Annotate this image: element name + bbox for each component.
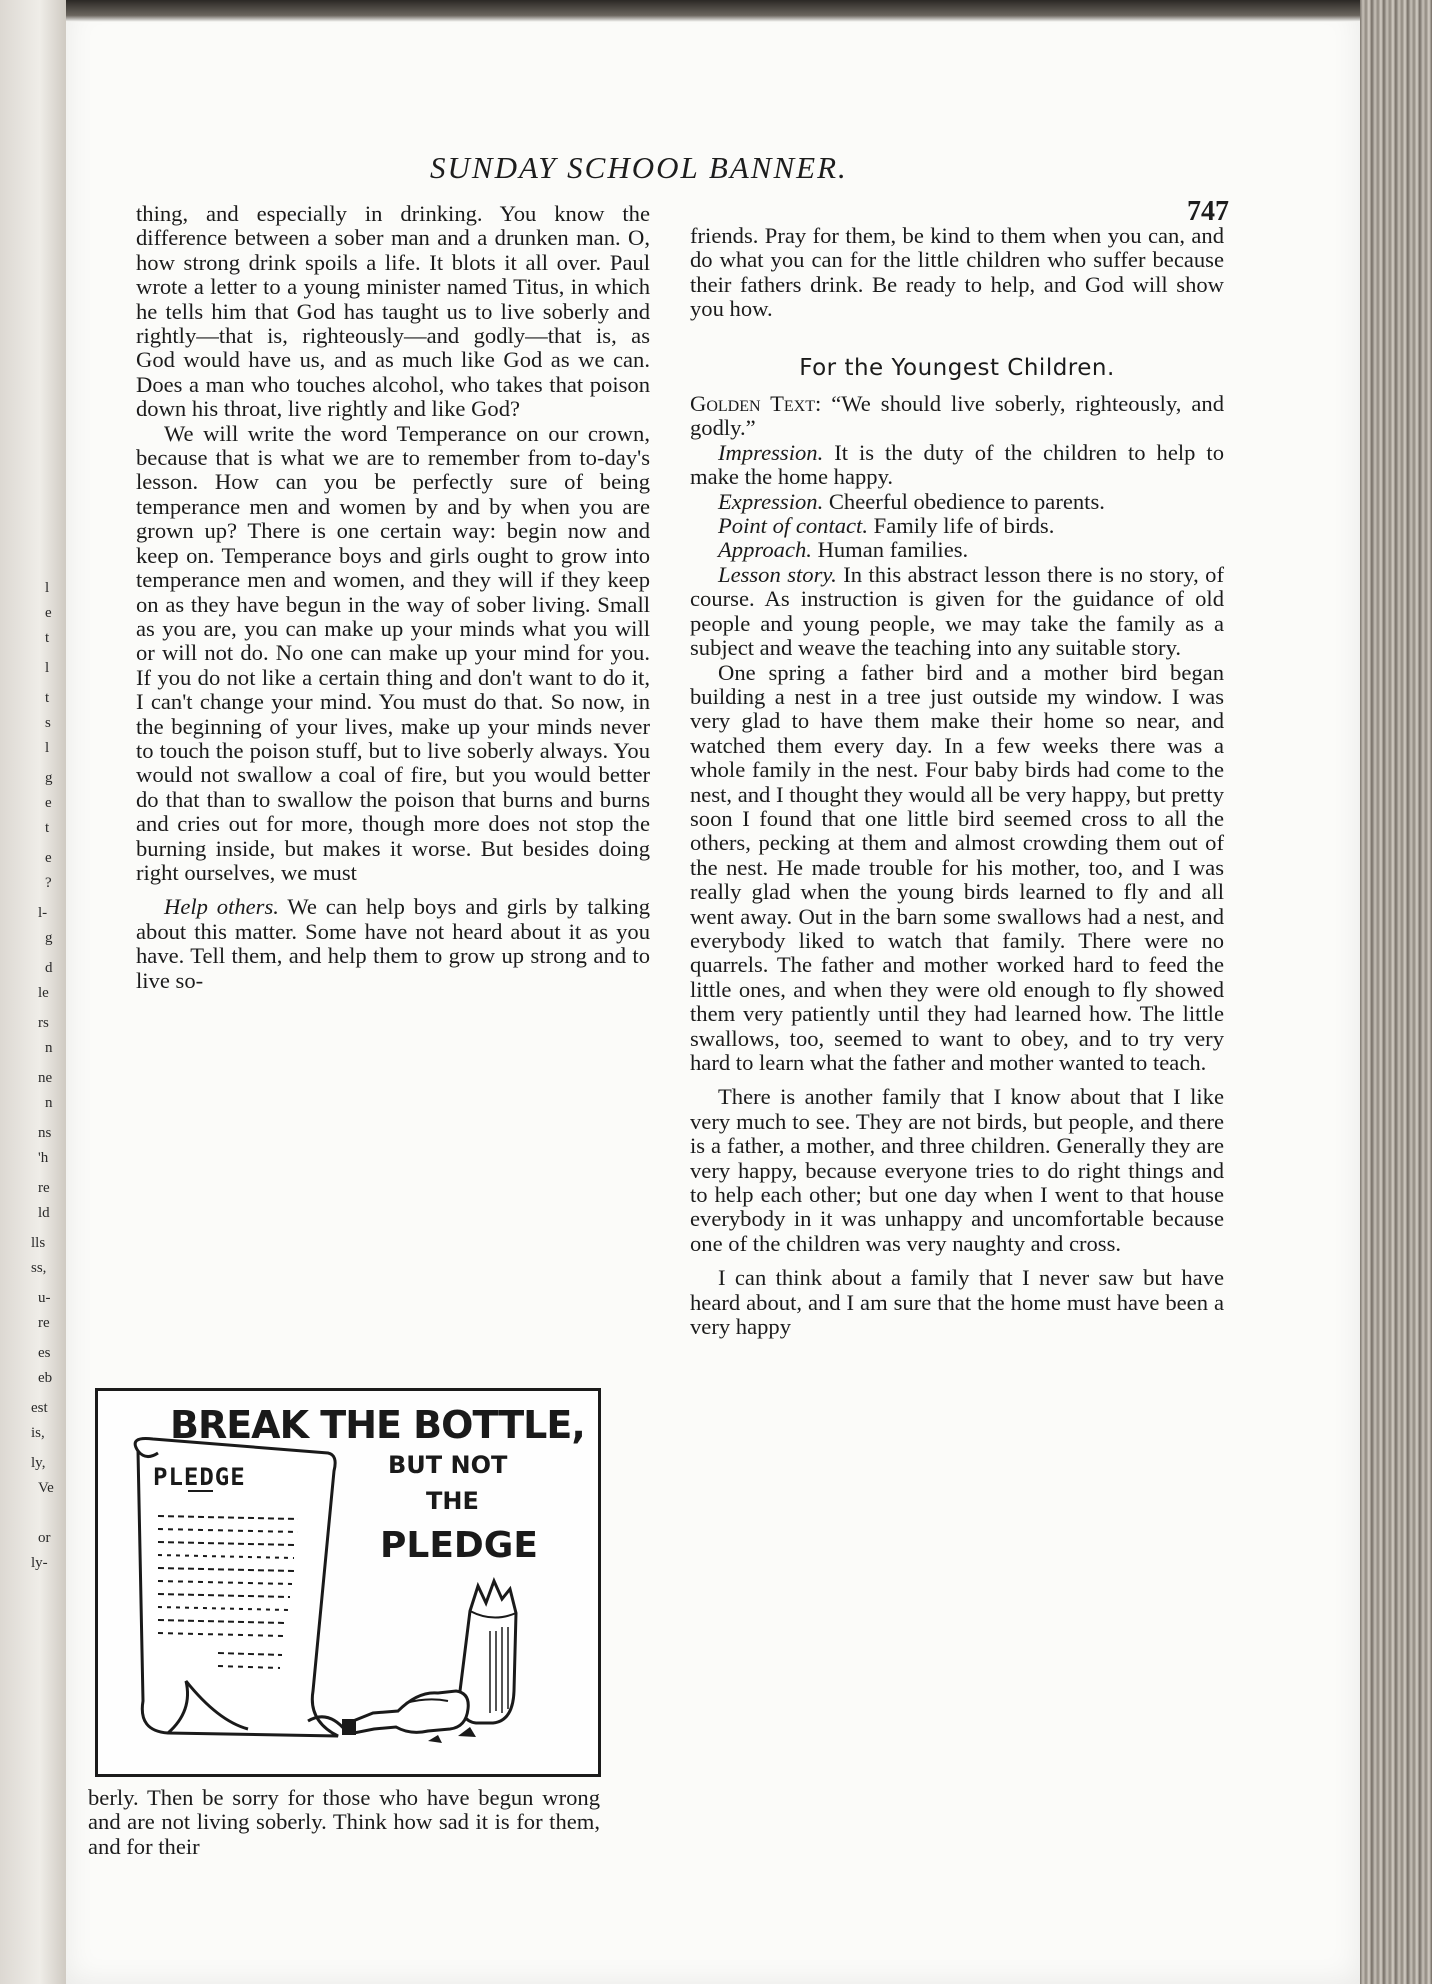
facing-page-fragment: or bbox=[38, 1530, 51, 1546]
paragraph: There is another family that I know about that I like very much to see. They are not birds, but people, and there is a father, a mother, and three children. Generally they are very happy, because everyone tries to do right things and to help each other; but one day when I went to that house everybody in it was unhappy and uncomfortable because one of the children was very naughty and cross. bbox=[690, 1084, 1224, 1256]
facing-page-fragment: re bbox=[38, 1180, 50, 1196]
facing-page-fragment: le bbox=[38, 985, 49, 1001]
illustration-line: BUT NOT bbox=[388, 1451, 508, 1479]
run-in-label: Lesson story. bbox=[718, 561, 837, 587]
lesson-story bbox=[690, 563, 1224, 661]
page-number: 747 bbox=[1187, 196, 1229, 227]
facing-page-fragment: d bbox=[45, 960, 53, 976]
run-in-label: Point of contact. bbox=[718, 513, 868, 539]
facing-page-fragment: rs bbox=[38, 1015, 49, 1031]
paragraph-text: In this abstract lesson there is no story, of course. As instruction is given for the guidance of old people and young people, we may take the family as a subject and weave the teaching into any suitable story. bbox=[690, 561, 1225, 661]
paragraph-text: Cheerful obedience to parents. bbox=[823, 488, 1105, 514]
run-in-label: Help others. bbox=[164, 894, 279, 920]
facing-page-fragment: g bbox=[45, 930, 53, 946]
paragraph-text: It is the duty of the children to help to make the home happy. bbox=[690, 439, 1224, 490]
impression bbox=[690, 441, 1224, 490]
facing-page-fragment: es bbox=[38, 1345, 51, 1361]
paragraph: One spring a father bird and a mother bird began building a nest in a tree just outside my window. I was very glad to have them make their home so near, and watched them every day. In a few weeks there was a whole family in the nest. Four baby birds had come to the nest, and I thought they would all be very happy, but pretty soon I found that one little bird seemed cross to all the others, pecking at them and almost crowding them out of the nest. He made trouble for his mother, too, and I was really glad when the young birds learned to fly and all went away. Out in the barn some swallows had a nest, and everybody liked to watch that family. There were no quarrels. The father and mother worked hard to feed the little ones, and when they were old enough to fly showed them very patiently until they had learned how. The little swallows, too, seemed to want to obey, and to try very hard to learn what the father and mother wanted to teach. bbox=[690, 659, 1224, 1075]
facing-page-fragment: ns bbox=[38, 1125, 52, 1141]
left-column bbox=[136, 202, 650, 993]
facing-page-fragment: u- bbox=[38, 1290, 51, 1306]
paragraph-text: We can help boys and girls by talking about this matter. Some have not heard about it as you have. Tell them, and help them to grow up strong and to live so- bbox=[136, 894, 650, 993]
paragraph-text: Human families. bbox=[811, 537, 969, 563]
approach bbox=[690, 538, 1224, 562]
run-in-label: Impression. bbox=[718, 439, 824, 465]
facing-page-fragment: g bbox=[45, 770, 53, 786]
paragraph: berly. Then be sorry for those who have begun wrong and are not living soberly. Think how sad it is for them, and for their bbox=[88, 1785, 600, 1859]
illustration-pledge-word: PLEDGE bbox=[380, 1525, 538, 1566]
paragraph: We will write the word Temperance on our crown, because that is what we are to remember from to-day's lesson. How can you be perfectly sure of being temperance men and women by and by when you are grown up? There is one certain way: begin now and keep on. Temperance boys and girls ought to grow into temperance men and women, and they will if they keep on as they have begun in the way of sober living. Small as you are, you can make up your minds what you will or will not do. No one can make up your mind for you. If you do not like a certain thing and don't want to do it, I can't change your mind. You must do that. So now, in the beginning of your lives, make up your minds never to touch the poison stuff, but to live soberly always. You would not swallow a coal of fire, but you would better do that than to swallow the poison that burns and burns and cries out for more, though more does not stop the burning inside, but makes it worse. But besides doing right ourselves, we must bbox=[136, 420, 650, 885]
facing-page-fragment: est bbox=[31, 1400, 48, 1416]
facing-page-fragment: e bbox=[45, 850, 52, 866]
facing-page-fragment: ? bbox=[45, 875, 52, 891]
page-top-edge bbox=[66, 0, 1360, 22]
facing-page-fragment: is, bbox=[31, 1425, 45, 1441]
facing-page-fragment: ss, bbox=[31, 1260, 47, 1276]
right-column bbox=[690, 224, 1224, 1339]
facing-page-fragment: t bbox=[45, 690, 50, 706]
facing-page-fragment: l- bbox=[38, 905, 48, 921]
golden-text-label: Golden Text bbox=[690, 391, 815, 417]
paragraph bbox=[136, 895, 650, 993]
facing-page-fragment: ly, bbox=[31, 1455, 46, 1471]
scroll-label: PLEDGE bbox=[153, 1463, 246, 1491]
pledge-drawing bbox=[98, 1391, 598, 1774]
book-fore-edge bbox=[1360, 0, 1432, 1984]
illustration-title: BREAK THE BOTTLE, bbox=[170, 1403, 585, 1447]
point-of-contact bbox=[690, 514, 1224, 538]
facing-page-fragment: ne bbox=[38, 1070, 53, 1086]
facing-page-fragment: e bbox=[45, 605, 52, 621]
facing-page-fragment: n bbox=[45, 1040, 53, 1056]
pledge-illustration bbox=[95, 1388, 601, 1777]
facing-page-fragment: Ve bbox=[38, 1480, 54, 1496]
facing-page-fragment: l bbox=[45, 660, 50, 676]
facing-page-fragment: eb bbox=[38, 1370, 53, 1386]
facing-page-fragment: n bbox=[45, 1095, 53, 1111]
run-in-label: Approach. bbox=[718, 537, 812, 563]
running-title: SUNDAY SCHOOL BANNER. bbox=[430, 150, 848, 185]
facing-page-fragment: 'h bbox=[38, 1150, 49, 1166]
golden-text-quote: : “We should live soberly, righteously, and godly.” bbox=[690, 391, 1224, 441]
section-heading: For the Youngest Children. bbox=[799, 354, 1115, 381]
run-in-label: Expression. bbox=[718, 488, 824, 514]
facing-page-fragment: e bbox=[45, 795, 52, 811]
facing-page-fragment: re bbox=[38, 1315, 50, 1331]
paragraph: friends. Pray for them, be kind to them when you can, and do what you can for the little children who suffer because their fathers drink. Be ready to help, and God will show you how. bbox=[690, 223, 1224, 322]
golden-text bbox=[690, 392, 1224, 441]
facing-page-fragment: t bbox=[45, 630, 50, 646]
illustration-line: THE bbox=[426, 1487, 479, 1515]
facing-page-edge bbox=[0, 0, 66, 1984]
paragraph: I can think about a family that I never saw but have heard about, and I am sure that the home must have been a very happy bbox=[690, 1265, 1224, 1340]
paragraph: thing, and especially in drinking. You know the difference between a sober man and a drunken man. O, how strong drink spoils a life. It blots it all over. Paul wrote a letter to a young minister named Titus, in which he tells him that God has taught us to live soberly and rightly—that is, righteously—and godly—that is, as God would have us, and as much like God as we can. Does a man who touches alcohol, who takes that poison down his throat, live rightly and like God? bbox=[136, 201, 650, 422]
paragraph-text: Family life of birds. bbox=[867, 513, 1055, 539]
facing-page-fragment: s bbox=[45, 715, 51, 731]
facing-page-fragment: ly- bbox=[31, 1555, 48, 1571]
facing-page-fragment: lls bbox=[31, 1235, 46, 1251]
facing-page-fragment: l bbox=[45, 740, 50, 756]
facing-page-fragment: ld bbox=[38, 1205, 50, 1221]
facing-page-fragment: t bbox=[45, 820, 50, 836]
facing-page-fragment: l bbox=[45, 580, 50, 596]
expression bbox=[690, 490, 1224, 514]
left-column-continuation bbox=[88, 1786, 600, 1859]
